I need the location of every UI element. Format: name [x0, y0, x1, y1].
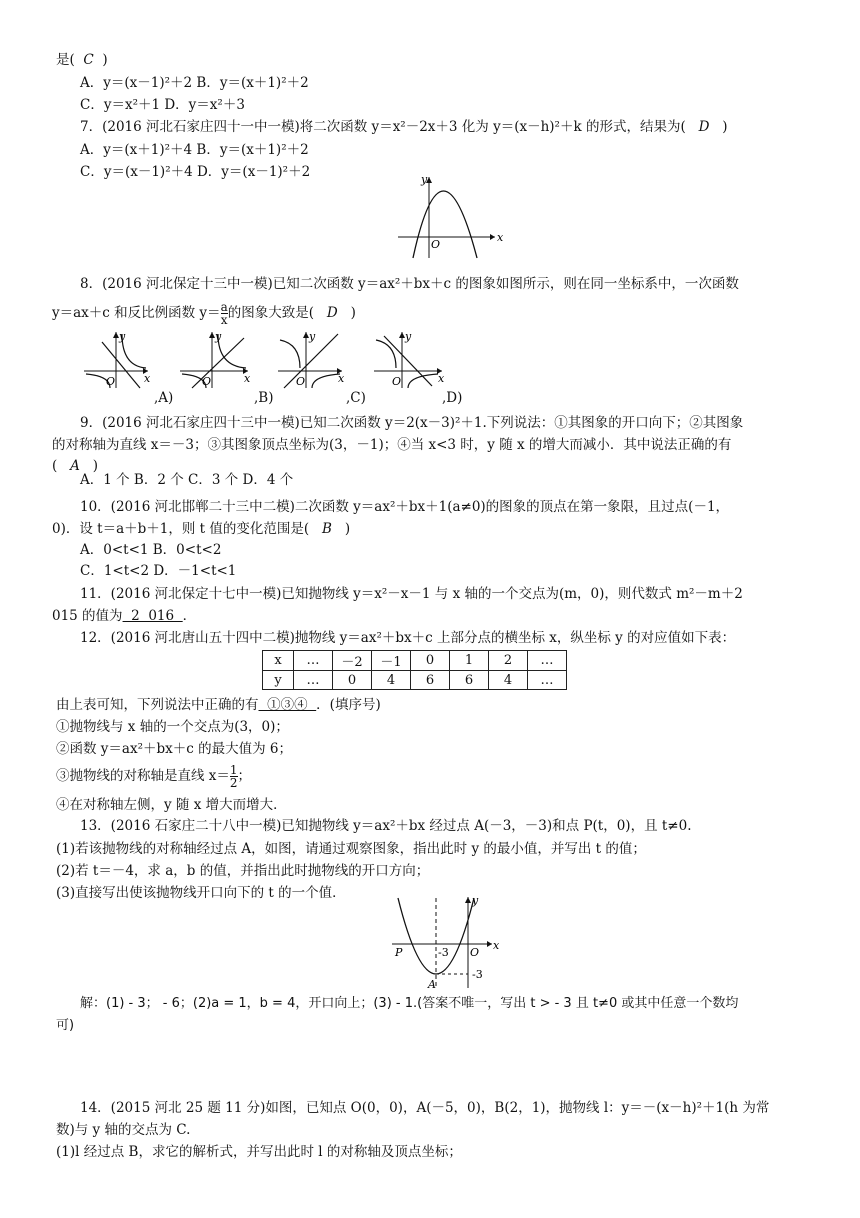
x-arrow-icon	[490, 234, 495, 240]
q9-options: A．1 个 B．2 个 C．3 个 D．4 个	[80, 472, 294, 488]
q8-parabola-figure	[395, 174, 505, 260]
q13-stem: 13．(2016 石家庄二十八中一模)已知抛物线 y＝ax²＋bx 经过点 A(－3，－3)和点 P(t，0)，且 t≠0.	[80, 818, 692, 834]
q14-stem-line2: 数)与 y 轴的交点为 C.	[56, 1122, 191, 1138]
q12-answer: ①③④	[258, 697, 317, 713]
q12-stem: 12．(2016 河北唐山五十四中二模)抛物线 y＝ax²＋bx＋c 上部分点的横坐标 x，纵坐标 y 的对应值如下表：	[80, 630, 736, 646]
table-row: y … 0 4 6 6 4 …	[263, 671, 567, 690]
svg-text:y: y	[119, 330, 126, 343]
q12-value-table	[262, 650, 567, 690]
q12-statement-1: ①抛物线与 x 轴的一个交点为(3，0)；	[56, 719, 289, 735]
svg-text:P: P	[395, 946, 403, 959]
q8-stem-line2: y＝ax＋c 和反比例函数 y＝ $\frac{a}{x}$ 的图象大致是( D )	[52, 300, 356, 327]
q13-parabola-figure	[392, 894, 504, 990]
svg-text:-3: -3	[438, 946, 449, 959]
svg-text:y: y	[309, 330, 316, 343]
q9-answer-line: ( A )	[52, 458, 99, 474]
q12-statement-4: ④在对称轴左侧，y 随 x 增大而增大．	[56, 797, 287, 813]
q8-choice-c-graph	[276, 330, 348, 390]
svg-text:y: y	[215, 330, 222, 343]
q14-stem-line1: 14．(2015 河北 25 题 11 分)如图，已知点 O(0，0)，A(－5，0)，B(2，1)，抛物线 l：y＝－(x－h)²＋1(h 为常	[80, 1100, 770, 1116]
svg-text:x: x	[493, 939, 500, 952]
svg-text:y: y	[472, 894, 479, 907]
q8-choice-b-graph	[178, 330, 254, 390]
svg-text:x: x	[338, 372, 345, 385]
q14-part-1: (1)l 经过点 B，求它的解析式，并写出此时 l 的对称轴及顶点坐标；	[56, 1144, 462, 1160]
q13-solution-line2: 可)	[56, 1018, 75, 1033]
q8-choice-d-graph	[372, 330, 448, 390]
y-axis-label: y	[421, 173, 428, 186]
q10-options-cd: C．1<t<2 D．－1<t<1	[80, 563, 237, 579]
q7-answer: D	[698, 119, 710, 135]
q11-stem-line1: 11．(2016 河北保定十七中一模)已知抛物线 y＝x²－x－1 与 x 轴的一个交点为(m，0)，则代数式 m²－m＋2	[80, 586, 743, 602]
q13-part-3: (3)直接写出使该抛物线开口向下的 t 的一个值．	[56, 885, 346, 901]
q12-statement-2: ②函数 y＝ax²＋bx＋c 的最大值为 6；	[56, 741, 292, 757]
q13-solution-line1: 解：(1) - 3； - 6；(2)a = 1，b = 4，开口向上；(3) - 1.(答案不唯一，写出 t > - 3 且 t≠0 或其中任意一个数均	[80, 996, 739, 1011]
q7-stem: 7．(2016 河北石家庄四十一中一模)将二次函数 y＝x²－2x＋3 化为 y＝(x－h)²＋k 的形式，结果为( D )	[80, 119, 728, 135]
table-row: x … －2 －1 0 1 2 …	[263, 651, 567, 671]
svg-text:O: O	[392, 375, 402, 388]
q6-options-cd: C．y＝x²＋1 D．y＝x²＋3	[80, 97, 245, 113]
y-arrow-icon	[465, 897, 471, 903]
q13-part-2: (2)若 t＝－4，求 a，b 的值，并指出此时抛物线的开口方向；	[56, 863, 430, 879]
q6-stem-tail: 是( C )	[56, 52, 108, 68]
svg-text:y: y	[405, 330, 412, 343]
q6-options-ab: A．y＝(x－1)²＋2 B．y＝(x＋1)²＋2	[80, 75, 309, 91]
q12-fill-line: 由上表可知，下列说法中正确的有 ①③④ ．(填序号)	[56, 697, 381, 713]
q9-stem-line1: 9．(2016 河北石家庄四十三中一模)已知二次函数 y＝2(x－3)²＋1.下列说法：①其图象的开口向下；②其图象	[80, 415, 744, 431]
svg-text:A: A	[428, 978, 436, 991]
q10-options-ab: A．0<t<1 B．0<t<2	[80, 542, 222, 558]
q7-options-ab: A．y＝(x＋1)²＋4 B．y＝(x＋1)²＋2	[80, 142, 309, 158]
q8-choice-d-label: ,D)	[442, 390, 463, 406]
q8-fraction: $\frac{a}{x}$	[220, 300, 228, 327]
svg-text:O: O	[106, 375, 116, 388]
svg-text:O: O	[296, 375, 306, 388]
q6-answer: C	[83, 52, 94, 68]
q10-stem-line2: 0)．设 t＝a＋b＋1，则 t 值的变化范围是( B )	[52, 521, 351, 537]
svg-text:O: O	[202, 375, 212, 388]
x-axis-label: x	[497, 231, 504, 244]
q8-choice-b-label: ,B)	[254, 390, 274, 406]
q13-part-1: (1)若该抛物线的对称轴经过点 A，如图，请通过观察图象，指出此时 y 的最小值，并写出 t 的值；	[56, 841, 646, 857]
x-arrow-icon	[487, 941, 492, 947]
q11-stem-line2: 015 的值为 2 016 ．	[52, 608, 197, 624]
parabola-curve	[413, 191, 477, 258]
svg-text:O: O	[470, 946, 480, 959]
q8-stem-line1: 8．(2016 河北保定十三中一模)已知二次函数 y＝ax²＋bx＋c 的图象如图所示，则在同一坐标系中，一次函数	[80, 276, 739, 292]
q7-options-cd: C．y＝(x－1)²＋4 D．y＝(x－1)²＋2	[80, 164, 311, 180]
q12-statement-3: ③抛物线的对称轴是直线 x＝ $\frac{1}{2}$ ；	[56, 763, 252, 790]
svg-text:x: x	[244, 372, 251, 385]
q10-answer: B	[322, 521, 332, 537]
svg-text:x: x	[144, 372, 151, 385]
svg-text:x: x	[438, 372, 445, 385]
q9-answer: A	[70, 458, 80, 474]
q8-choice-c-label: ,C)	[346, 390, 366, 406]
origin-label: O	[431, 238, 441, 251]
q8-choice-a-graph	[82, 330, 154, 390]
q8-answer: D	[326, 305, 338, 321]
q10-stem-line1: 10．(2016 河北邯郸二十三中二模)二次函数 y＝ax²＋bx＋1(a≠0)的图象的顶点在第一象限，且过点(－1，	[80, 499, 730, 515]
svg-text:-3: -3	[472, 968, 483, 981]
q11-answer: 2 016	[122, 608, 183, 624]
q8-choice-a-label: ,A)	[154, 390, 174, 406]
q9-stem-line2: 的对称轴为直线 x＝－3；③其图象顶点坐标为(3，－1)；④当 x<3 时，y 随 x 的增大而减小．其中说法正确的有	[52, 437, 732, 453]
